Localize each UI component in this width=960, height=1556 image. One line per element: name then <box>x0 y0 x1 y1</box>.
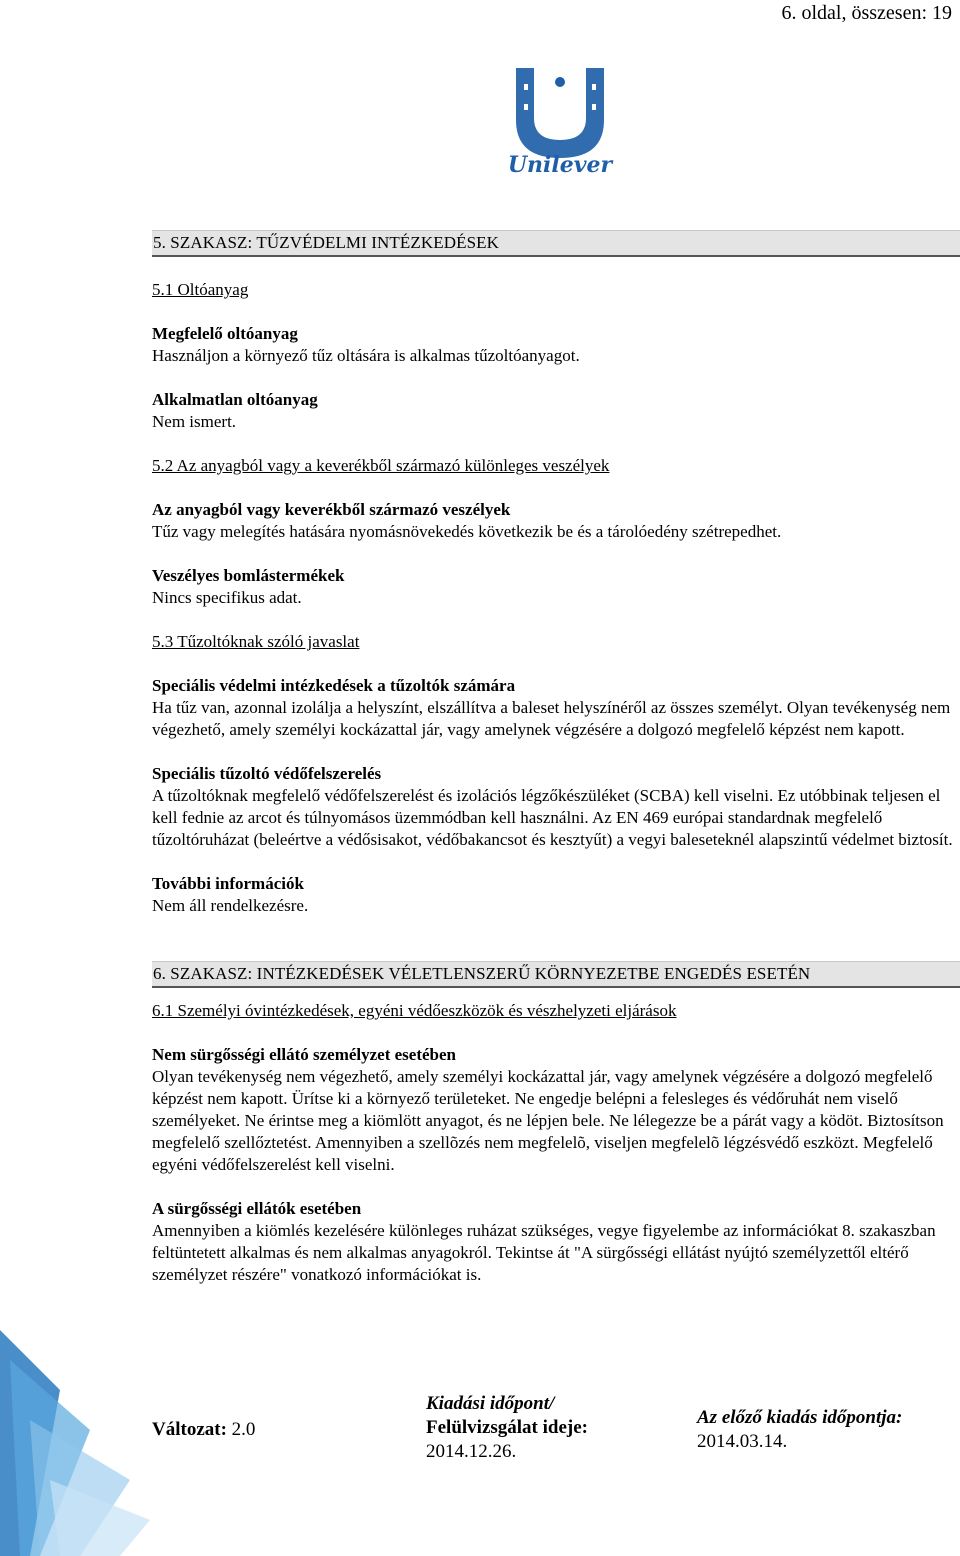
protective-equipment-label: Speciális tűzoltó védőfelszerelés <box>152 764 382 783</box>
decomposition-text: Nincs specifikus adat. <box>152 588 302 607</box>
suitable-extinguisher-label: Megfelelő oltóanyag <box>152 324 298 343</box>
subsection-5-3-title: 5.3 Tűzoltóknak szóló javaslat <box>152 632 360 651</box>
subsection-5-2-title: 5.2 Az anyagból vagy a keverékből származó különleges veszélyek <box>152 456 610 475</box>
document-body <box>152 230 960 1286</box>
issue-label-2: Felülvizsgálat ideje: <box>426 1417 588 1438</box>
protective-equipment-block <box>152 763 960 851</box>
emergency-block <box>152 1198 960 1286</box>
hazards-label: Az anyagból vagy keverékből származó veszélyek <box>152 500 511 519</box>
logo-wordmark: Unilever <box>507 152 613 178</box>
further-info-label: További információk <box>152 874 304 893</box>
non-emergency-text: Olyan tevékenység nem végezhető, amely személyi kockázattal jár, vagy amelynek végzésére a dolgozó megfelelő képzést nem kapott. Ürítse ki a környező területeket. Ne engedje belépni a felesleges és védőruhát nem viselő személyeket. Ne érintse meg a kiömlött anyagot, és ne lépjen bele. Ne lélegezze be a párát vagy a ködöt. Biztosítson megfelelő szellőztetést. Amennyiben a szellõzés nem megfelelõ, viseljen megfelelõ légzésvédő eszközt. Megfelelő egyéni védőfelszerelést kell viselni. <box>152 1067 944 1174</box>
decomposition-block <box>152 565 960 609</box>
issue-value: 2014.12.26. <box>426 1441 517 1462</box>
subsection-6-1-title: 6.1 Személyi óvintézkedések, egyéni védőeszközök és vészhelyzeti eljárások <box>152 1001 677 1020</box>
hazards-text: Tűz vagy melegítés hatására nyomásnövekedés következik be és a tárolóedény szétrepedhet. <box>152 522 782 541</box>
subsection-5-1-title: 5.1 Oltóanyag <box>152 280 249 299</box>
unsuitable-extinguisher-label: Alkalmatlan oltóanyag <box>152 390 318 409</box>
previous-issue-label: Az előző kiadás időpontja: <box>697 1407 903 1428</box>
decomposition-label: Veszélyes bomlástermékek <box>152 566 345 585</box>
footer-previous-date <box>697 1406 902 1454</box>
version-label: Változat: <box>152 1419 227 1440</box>
further-info-text: Nem áll rendelkezésre. <box>152 896 309 915</box>
issue-label-1: Kiadási időpont/ <box>426 1393 555 1414</box>
emergency-text: Amennyiben a kiömlés kezelésére különleges ruházat szükséges, vegye figyelembe az információkat 8. szakaszban feltüntetett alkalmas és nem alkalmas anyagokról. Tekintse át "A sürgősségi ellátást nyújtó személyzettől eltérő személyzet részére" vonatkozó információkat is. <box>152 1221 936 1284</box>
non-emergency-block <box>152 1044 960 1176</box>
footer-issue-date <box>426 1392 588 1464</box>
special-measures-label: Speciális védelmi intézkedések a tűzoltók számára <box>152 676 516 695</box>
non-emergency-label: Nem sürgősségi ellátó személyzet esetében <box>152 1045 457 1064</box>
unsuitable-extinguisher-text: Nem ismert. <box>152 412 237 431</box>
version-value: 2.0 <box>231 1419 256 1440</box>
section-5-heading: 5. SZAKASZ: TŰZVÉDELMI INTÉZKEDÉSEK <box>152 230 960 257</box>
document-footer <box>0 1392 960 1472</box>
special-measures-block <box>152 675 960 741</box>
suitable-extinguisher-text: Használjon a környező tűz oltására is alkalmas tűzoltóanyagot. <box>152 346 580 365</box>
hazards-block <box>152 499 960 543</box>
previous-issue-value: 2014.03.14. <box>697 1431 788 1452</box>
unsuitable-extinguisher-block <box>152 389 960 433</box>
protective-equipment-text: A tűzoltóknak megfelelő védőfelszerelést és izolációs légzőkészüléket (SCBA) kell viselni. Ez utóbbinak teljesen el kell fednie az arcot és túlnyomásos üzemmódban kell használni. Az EN 469 európai standardnak megfelelő tűzoltóruházat (beleértve a védősisakot, védőbakancsot és kesztyűt) a vegyi baleseteknél alapszintű védelmet biztosít. <box>152 786 953 849</box>
section-6-heading: 6. SZAKASZ: INTÉZKEDÉSEK VÉLETLENSZERŰ KÖRNYEZETBE ENGEDÉS ESETÉN <box>152 961 960 988</box>
emergency-label: A sürgősségi ellátók esetében <box>152 1199 362 1218</box>
page-number: 6. oldal, összesen: 19 <box>781 2 952 24</box>
suitable-extinguisher-block <box>152 323 960 367</box>
further-info-block <box>152 873 960 917</box>
special-measures-text: Ha tűz van, azonnal izolálja a helyszínt, elszállítva a baleset helyszínéről az összes személyt. Olyan tevékenység nem végezhető, amely személyi kockázattal jár, vagy amelynek végzésére a dolgozó megfelelő képzést nem kapott. <box>152 698 951 739</box>
footer-version <box>152 1418 255 1442</box>
